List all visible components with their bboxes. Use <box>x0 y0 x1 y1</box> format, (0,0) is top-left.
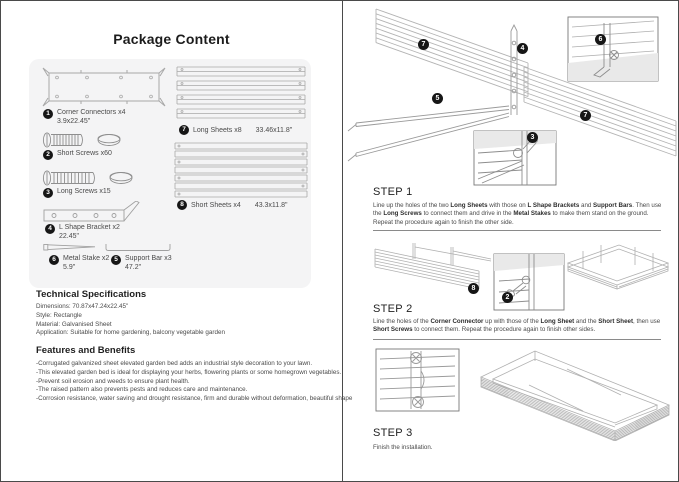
package-item <box>177 200 288 210</box>
corner-connector-drawing <box>41 67 167 107</box>
assembly-diagram <box>361 241 673 311</box>
marker-badge: 7 <box>580 110 591 121</box>
item-label: Long Screws x15 <box>57 188 111 195</box>
item-label: Long Sheets x8 <box>193 126 242 134</box>
step-text: Finish the installation. <box>373 444 433 451</box>
spec-line: Material: Galvanised Sheet <box>36 320 112 328</box>
step-heading: STEP 1 <box>373 186 413 198</box>
item-number-badge: 6 <box>49 255 59 265</box>
item-number-badge: 1 <box>43 109 53 119</box>
item-number-badge: 7 <box>179 125 189 135</box>
item-dim: 22.45" <box>59 232 80 240</box>
feature-line: -The raised pattern also prevents pests and reduces care and maintenance. <box>36 386 248 394</box>
assembly-diagram <box>371 343 673 441</box>
l-shape-bracket-icon <box>43 201 143 225</box>
feature-line: -Prevent soil erosion and weeds to ensure plant health. <box>36 377 190 385</box>
support-bar-icon <box>105 243 171 252</box>
marker-badge: 6 <box>595 34 606 45</box>
item-label: Short Screws x60 <box>57 150 112 157</box>
spec-line: Application: Suitable for home gardening, balcony vegetable garden <box>36 329 226 337</box>
divider <box>373 230 661 231</box>
feature-line: -Corrugated galvanized sheet elevated garden bed adds an industrial style decoration to your lawn. <box>36 360 313 367</box>
step-text: Line up the holes of the two Long Sheets with those on L Shape Brackets and Support Bars. Then use the Long Screws to connect them and drive in the Metal Stakes to make them stand on the ground. Repeat the procedure again to finish the other side. <box>373 202 662 226</box>
item-dim: 47.2" <box>125 263 142 271</box>
tech-specs-heading: Technical Specifications <box>36 289 147 300</box>
package-item <box>45 224 120 241</box>
long-screw-icon <box>41 169 145 187</box>
page-title: Package Content <box>113 31 230 47</box>
page-divider <box>342 1 343 482</box>
item-number-badge: 4 <box>45 224 55 234</box>
feature-line: -Corrosion resistance, water saving and drought resistance, firm and durable without deformation, beautiful shape <box>36 395 353 403</box>
item-label: Corner Connectors x4 <box>57 109 126 116</box>
features-heading: Features and Benefits <box>36 345 136 356</box>
step-text: Line the holes of the Corner Connector up with those of the Long Sheet and the Short Sheet, then use Short Screws to connect them. Repeat the procedure again to finish other sides. <box>373 318 661 334</box>
step-heading: STEP 2 <box>373 303 413 315</box>
marker-badge: 2 <box>502 292 513 303</box>
marker-badge: 8 <box>468 283 479 294</box>
divider <box>373 339 661 340</box>
item-dim: 5.9" <box>63 263 76 271</box>
marker-badge: 7 <box>418 39 429 50</box>
package-item <box>49 255 109 272</box>
step-1-illustration <box>346 3 678 187</box>
item-label: Metal Stake x2 <box>63 255 110 262</box>
step-3-illustration <box>371 343 673 441</box>
item-label: L Shape Bracket x2 <box>59 224 120 231</box>
assembly-diagram <box>346 3 678 187</box>
item-dim: 3.9x22.45" <box>57 117 91 125</box>
item-number-badge: 5 <box>111 255 121 265</box>
package-item <box>43 188 111 198</box>
item-dim: 43.3x11.8" <box>254 201 288 209</box>
step-heading: STEP 3 <box>373 427 413 439</box>
marker-badge: 5 <box>432 93 443 104</box>
item-dim: 33.46x11.8" <box>255 126 293 134</box>
long-sheets-drawing <box>175 65 307 125</box>
item-label: Short Sheets x4 <box>191 201 241 209</box>
marker-badge: 4 <box>517 43 528 54</box>
spec-line: Dimensions: 70.87x47.24x22.45" <box>36 303 129 310</box>
package-panel <box>29 59 311 288</box>
tech-specs-section <box>36 289 225 338</box>
package-item <box>43 109 125 126</box>
package-item <box>43 150 112 160</box>
step-2-illustration <box>361 241 673 311</box>
spec-line: Style: Rectangle <box>36 311 82 319</box>
feature-line: -This elevated garden bed is ideal for displaying your herbs, flowering plants or some homegrown vegetables. <box>36 368 342 376</box>
metal-stake-icon <box>43 243 97 252</box>
item-label: Support Bar x3 <box>125 255 172 262</box>
features-section <box>36 345 352 404</box>
marker-badge: 3 <box>527 132 538 143</box>
item-number-badge: 8 <box>177 200 187 210</box>
item-number-badge: 3 <box>43 188 53 198</box>
package-item <box>111 255 172 272</box>
short-sheets-drawing <box>173 141 309 198</box>
package-item <box>179 125 292 135</box>
short-screw-icon <box>41 131 133 149</box>
item-number-badge: 2 <box>43 150 53 160</box>
